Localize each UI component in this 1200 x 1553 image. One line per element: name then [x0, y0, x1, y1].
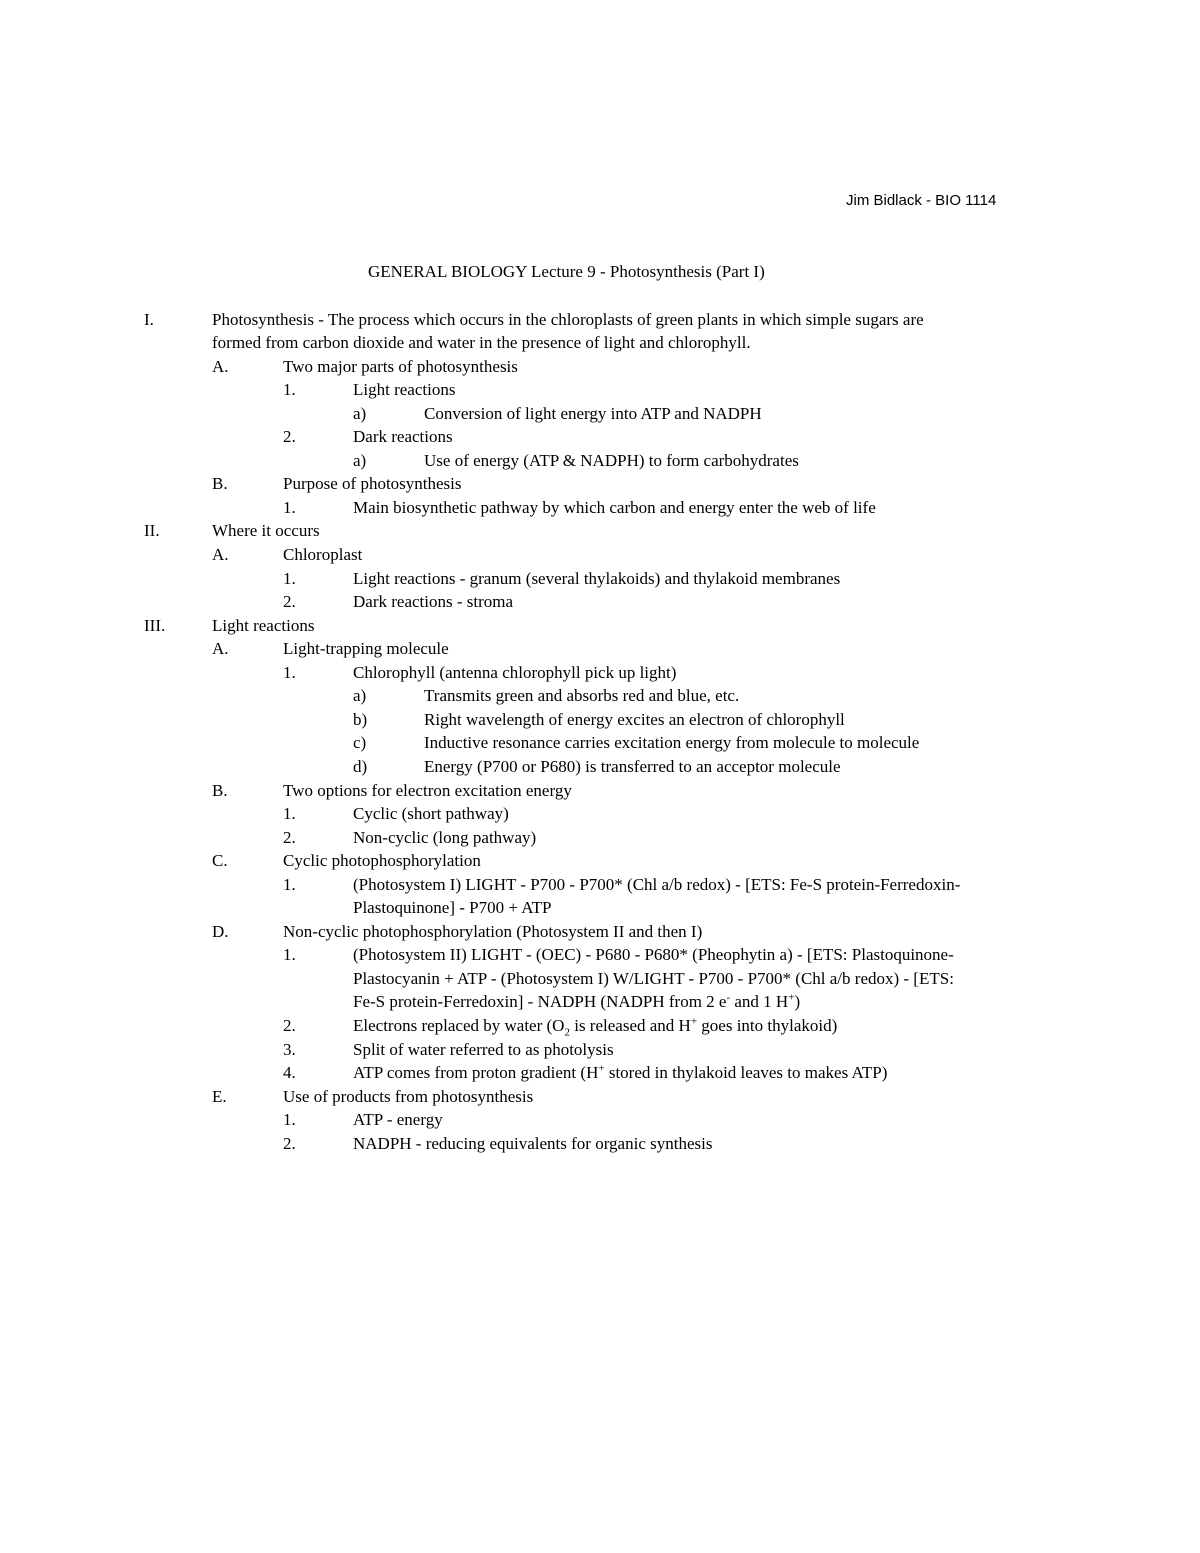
outline-marker: 1. — [283, 380, 296, 399]
outline-text: Energy (P700 or P680) is transferred to an acceptor molecule — [424, 757, 841, 776]
outline-marker: a) — [353, 404, 367, 423]
outline-marker: 3. — [283, 1040, 296, 1059]
outline-marker: d) — [353, 757, 368, 776]
outline-marker: 4. — [283, 1063, 296, 1082]
outline-text: Split of water referred to as photolysis — [353, 1040, 614, 1059]
outline-text: Main biosynthetic pathway by which carbon and energy enter the web of life — [353, 498, 876, 517]
outline-marker: A. — [212, 545, 229, 564]
outline-text: Purpose of photosynthesis — [283, 474, 462, 493]
outline-text: NADPH - reducing equivalents for organic synthesis — [353, 1134, 713, 1153]
outline-marker: B. — [212, 781, 228, 800]
text-run: ) — [794, 992, 801, 1011]
outline-marker: E. — [212, 1087, 227, 1106]
outline-text: Dark reactions — [353, 427, 453, 446]
outline-text: Photosynthesis - The process which occurs in the chloroplasts of green plants in which simple sugars are — [212, 310, 924, 329]
outline-text: (Photosystem I) LIGHT - P700 - P700* (Chl a/b redox) - [ETS: Fe-S protein-Ferredoxin- — [353, 875, 961, 894]
text-run: and 1 H — [730, 992, 789, 1011]
outline-text: Transmits green and absorbs red and blue, etc. — [424, 686, 740, 705]
outline-text: Dark reactions - stroma — [353, 592, 514, 611]
outline-text: ATP - energy — [353, 1110, 443, 1129]
outline-text: Right wavelength of energy excites an electron of chlorophyll — [424, 710, 845, 729]
outline-text: Two major parts of photosynthesis — [283, 357, 518, 376]
outline-text: formed from carbon dioxide and water in the presence of light and chlorophyll. — [212, 333, 751, 352]
text-run: is released and H — [569, 1016, 691, 1035]
outline-marker: c) — [353, 733, 367, 752]
outline-marker: 2. — [283, 1134, 296, 1153]
page-title: GENERAL BIOLOGY Lecture 9 - Photosynthesis (Part I) — [368, 262, 765, 281]
outline-text: Chloroplast — [283, 545, 363, 564]
outline-text: Light reactions - granum (several thylakoids) and thylakoid membranes — [353, 569, 841, 588]
author-course: Jim Bidlack - BIO 1114 — [846, 192, 997, 209]
outline-marker: 1. — [283, 875, 296, 894]
outline-marker: 1. — [283, 1110, 296, 1129]
text-run: ATP comes from proton gradient (H — [353, 1063, 599, 1082]
outline-marker: a) — [353, 686, 367, 705]
outline-text: Non-cyclic (long pathway) — [353, 828, 537, 847]
outline-text: Cyclic photophosphorylation — [283, 851, 481, 870]
text-run: Electrons replaced by water (O — [353, 1016, 565, 1035]
outline-text — [353, 992, 800, 1012]
outline-marker: 1. — [283, 663, 296, 682]
outline-marker: II. — [144, 521, 160, 540]
outline-marker: a) — [353, 451, 367, 470]
outline-text: Conversion of light energy into ATP and NADPH — [424, 404, 762, 423]
outline-marker: 2. — [283, 427, 296, 446]
text-run: Fe-S protein-Ferredoxin] - NADPH (NADPH from 2 e — [353, 992, 727, 1011]
outline-marker: 2. — [283, 828, 296, 847]
outline-text: Two options for electron excitation energy — [283, 781, 572, 800]
superscript: + — [598, 1062, 605, 1075]
outline-marker: A. — [212, 357, 229, 376]
outline-marker: 1. — [283, 945, 296, 964]
superscript: + — [788, 991, 795, 1004]
outline-text: Where it occurs — [212, 521, 320, 540]
outline-text: Plastoquinone] - P700 + ATP — [353, 898, 552, 917]
outline-marker: A. — [212, 639, 229, 658]
outline-text: (Photosystem II) LIGHT - (OEC) - P680 - P680* (Pheophytin a) - [ETS: Plastoquinone- — [353, 945, 954, 964]
outline-marker: C. — [212, 851, 228, 870]
outline-text: Inductive resonance carries excitation energy from molecule to molecule — [424, 733, 920, 752]
outline-marker: 1. — [283, 569, 296, 588]
outline-marker: I. — [144, 310, 154, 329]
text-run: stored in thylakoid leaves to makes ATP) — [604, 1063, 888, 1082]
outline-marker: III. — [144, 616, 166, 635]
outline-marker: 1. — [283, 498, 296, 517]
outline-text: Use of products from photosynthesis — [283, 1087, 534, 1106]
text-run: goes into thylakoid) — [697, 1016, 838, 1035]
superscript: - — [726, 991, 731, 1004]
outline-text: Cyclic (short pathway) — [353, 804, 509, 823]
outline-text: Plastocyanin + ATP - (Photosystem I) W/LIGHT - P700 - P700* (Chl a/b redox) - [ETS: — [353, 969, 954, 988]
outline-marker: 1. — [283, 804, 296, 823]
outline-marker: b) — [353, 710, 368, 729]
outline-marker: B. — [212, 474, 228, 493]
outline-text: Light reactions — [353, 380, 456, 399]
outline-marker: 2. — [283, 592, 296, 611]
outline-marker: 2. — [283, 1016, 296, 1035]
outline-text: Light reactions — [212, 616, 315, 635]
outline-text — [353, 1063, 887, 1083]
outline-text — [353, 1015, 838, 1039]
outline-text: Use of energy (ATP & NADPH) to form carbohydrates — [424, 451, 799, 470]
subscript: 2 — [564, 1026, 570, 1039]
outline-marker: D. — [212, 922, 229, 941]
outline-text: Light-trapping molecule — [283, 639, 449, 658]
superscript: + — [690, 1015, 698, 1028]
outline-text: Non-cyclic photophosphorylation (Photosystem II and then I) — [283, 922, 703, 941]
outline-text: Chlorophyll (antenna chlorophyll pick up light) — [353, 663, 677, 682]
